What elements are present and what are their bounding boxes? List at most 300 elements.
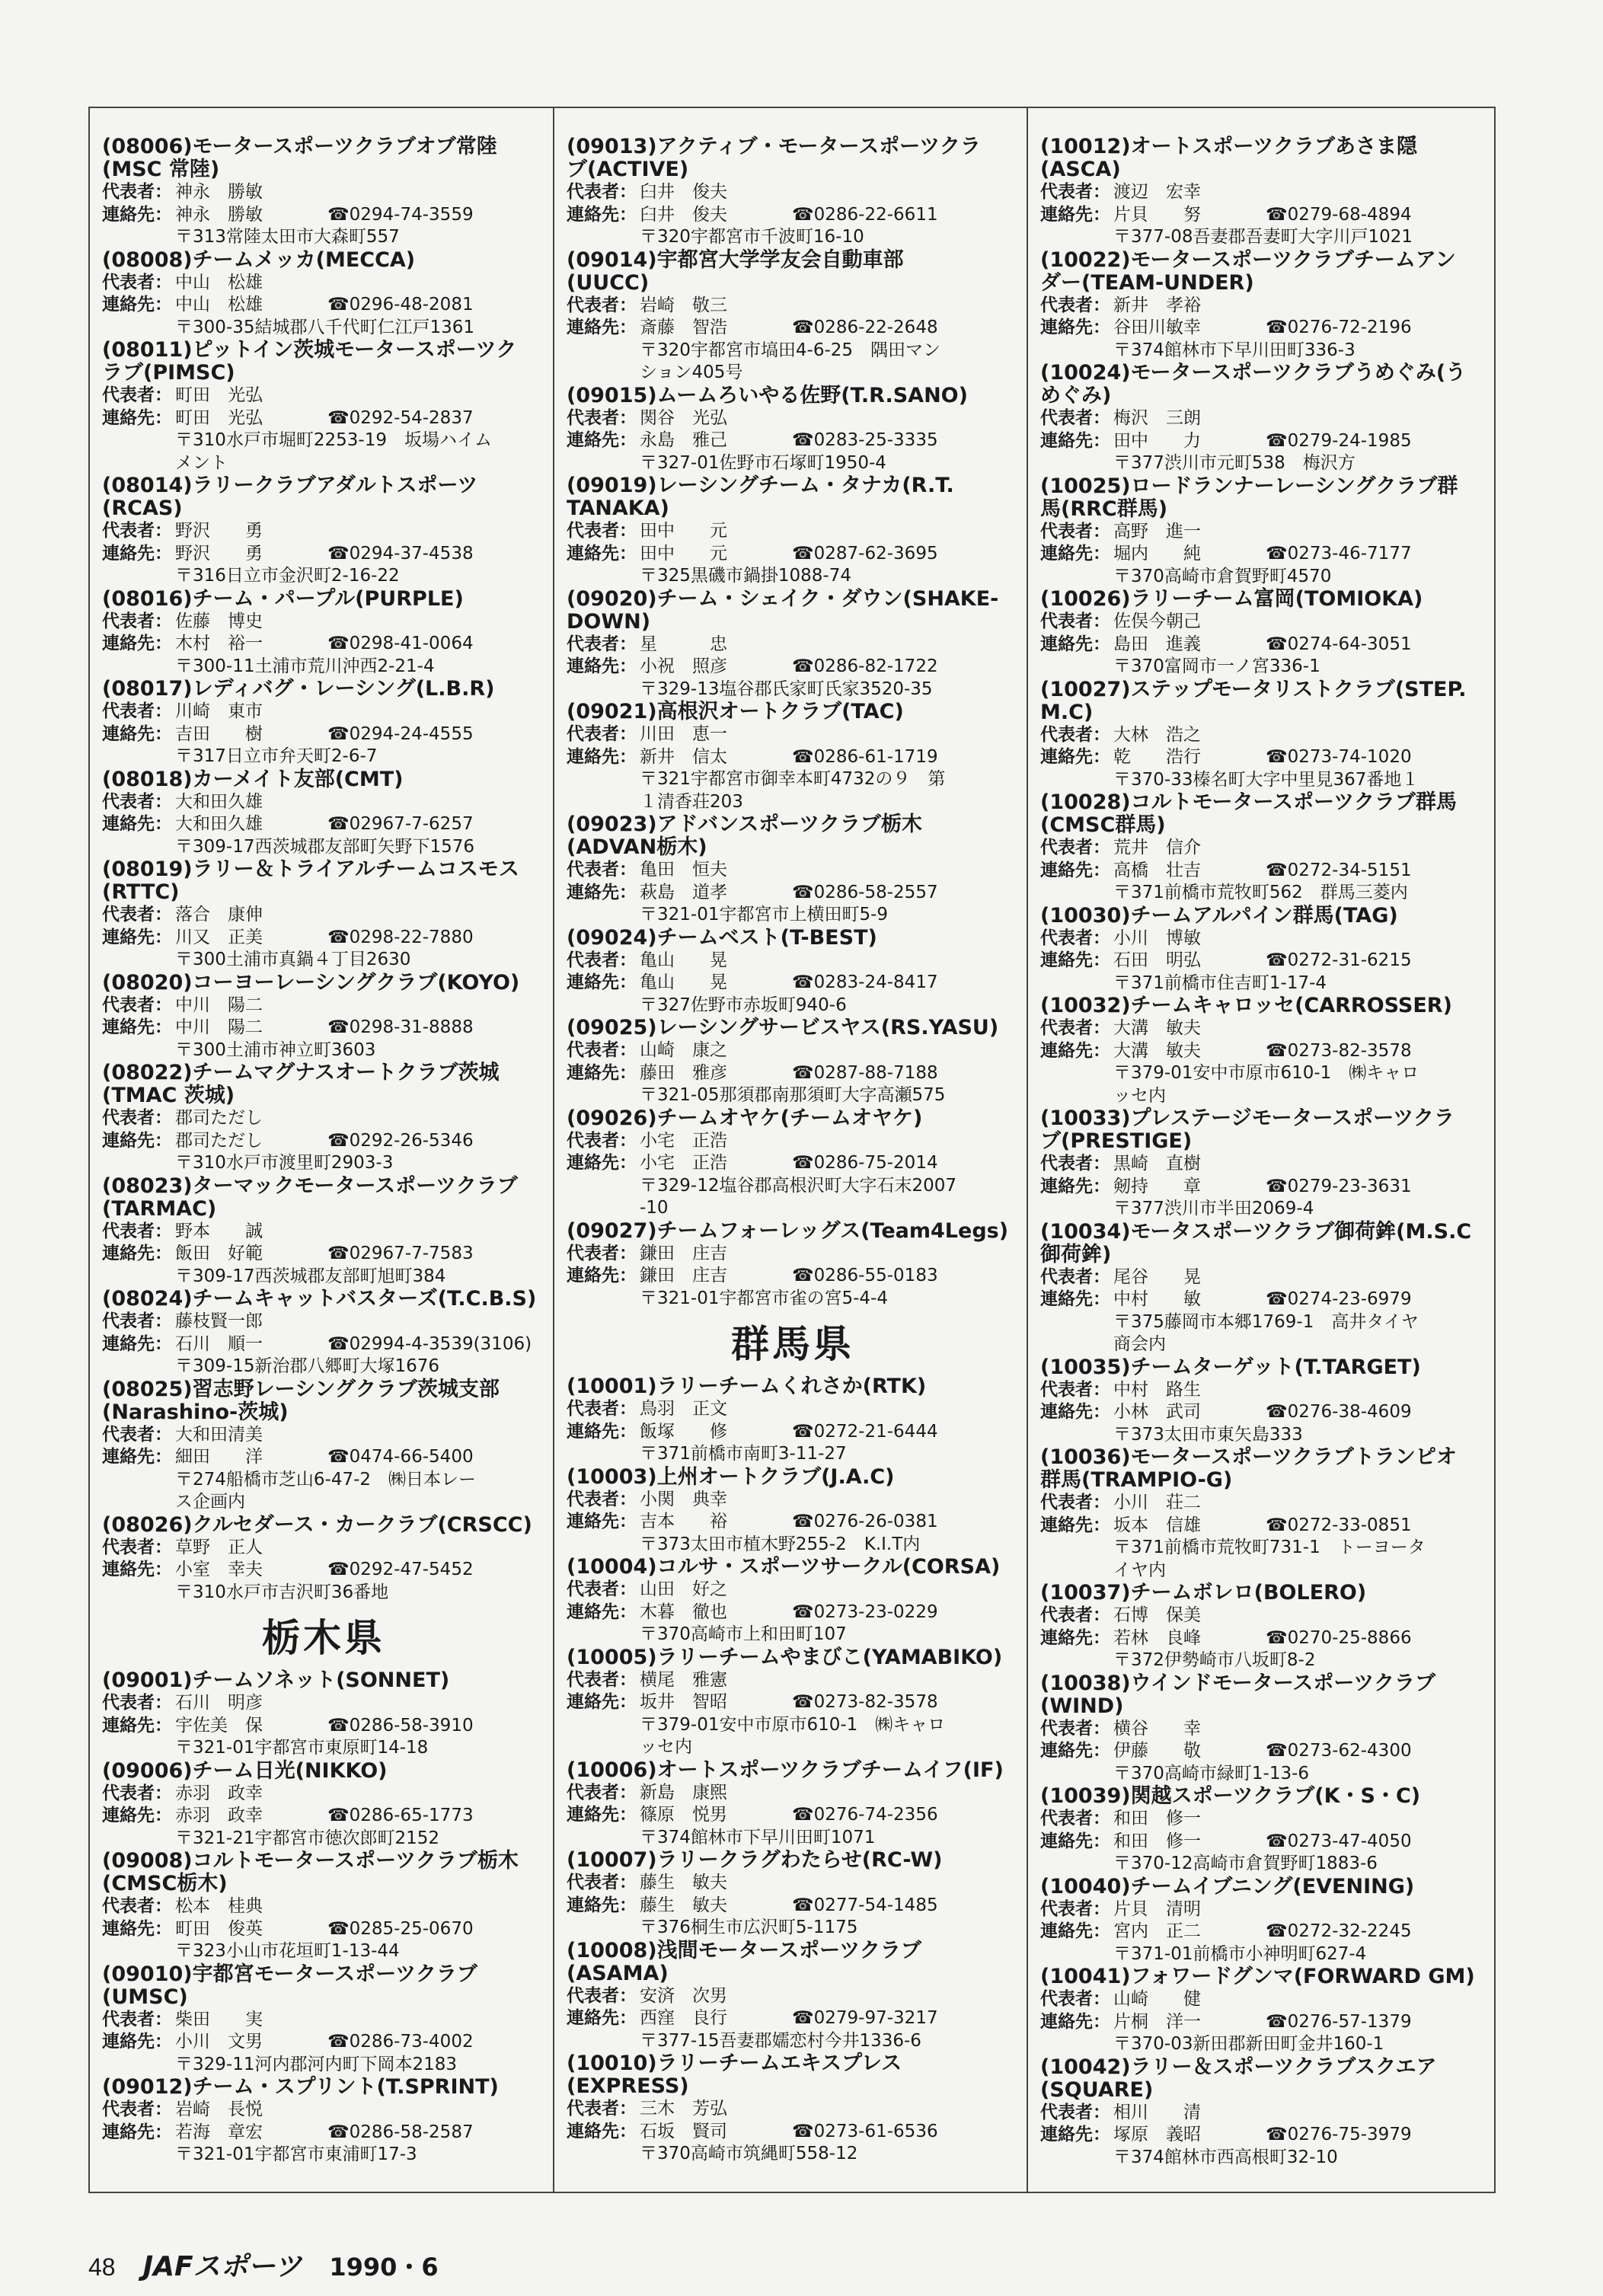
club-name: (10032)チームキャロッセ(CARROSSER) — [1040, 994, 1452, 1017]
contact-label: 連絡先： — [1040, 1741, 1110, 1761]
club-name: (09008)コルトモータースポーツクラブ栃木 — [102, 1849, 519, 1873]
contact-line — [102, 1130, 545, 1153]
representative-label: 代表者： — [1040, 182, 1110, 202]
phone-number: ☎0276-72-2196 — [1266, 318, 1412, 337]
club-name: (10006)オートスポーツクラブチームイフ(IF) — [567, 1758, 1004, 1782]
phone-number: ☎0279-97-3217 — [792, 2008, 938, 2028]
address: 〒370高崎市筑縄町558-12 — [640, 2144, 858, 2163]
club-name: (10036)モータースポーツクラブトランピオ — [1040, 1445, 1457, 1469]
contact-name: 小室 幸夫 — [175, 1560, 263, 1579]
representative-line — [102, 701, 545, 723]
representative-name: 神永 勝敏 — [175, 182, 263, 202]
contact-name: 大和田久雄 — [175, 814, 263, 834]
representative-label: 代表者： — [567, 1782, 637, 1803]
contact-name: 小宅 正浩 — [640, 1153, 727, 1173]
contact-line — [1040, 634, 1486, 656]
contact-label: 連絡先： — [567, 318, 637, 337]
club-entry — [567, 588, 1019, 701]
representative-line — [1040, 1492, 1486, 1515]
contact-line — [1040, 317, 1486, 340]
address: 〒320宇都宮市塙田4-6-25 隅田マン — [640, 340, 941, 360]
contact-line — [1040, 543, 1486, 566]
club-name: (SQUARE) — [1040, 2077, 1154, 2102]
contact-label: 連絡先： — [1040, 860, 1110, 880]
representative-line — [102, 520, 545, 543]
contact-label: 連絡先： — [1040, 1627, 1110, 1648]
address: 〒325黒磯市鍋掛1088-74 — [640, 566, 851, 586]
representative-label: 代表者： — [102, 1783, 172, 1803]
club-entry — [567, 249, 1019, 385]
contact-name: 赤羽 政幸 — [175, 1806, 263, 1825]
club-entry — [567, 927, 1019, 1017]
phone-number: ☎0272-34-5151 — [1266, 860, 1412, 880]
address: 〒371-01前橋市小神明町627-4 — [1113, 1943, 1367, 1964]
club-entry — [102, 339, 545, 474]
phone-number: ☎0294-37-4538 — [327, 543, 474, 564]
club-entry — [102, 474, 545, 588]
representative-name: 大林 浩之 — [1113, 724, 1201, 745]
contact-line — [1040, 1921, 1486, 1943]
representative-line — [102, 385, 545, 407]
address: 〒370高崎市緑町1-13-6 — [1113, 1763, 1310, 1783]
club-name: (08020)コーヨーレーシングクラブ(KOYO) — [102, 970, 520, 995]
representative-name: 藤生 敏夫 — [640, 1873, 727, 1892]
address: ス企画内 — [175, 1492, 245, 1512]
contact-line — [102, 723, 545, 746]
contact-line — [1040, 1176, 1486, 1199]
contact-label: 連絡先： — [1040, 2125, 1110, 2144]
club-name: (TARMAC) — [102, 1196, 217, 1221]
representative-line — [567, 2098, 1019, 2121]
representative-name: 山田 好之 — [640, 1579, 727, 1599]
column-1 — [90, 107, 553, 2193]
club-name: (10003)上州オートクラブ(J.A.C) — [567, 1464, 895, 1489]
contact-name: 若海 章宏 — [175, 2122, 263, 2142]
representative-line — [567, 181, 1019, 204]
contact-label: 連絡先： — [567, 204, 637, 225]
representative-label: 代表者： — [102, 1311, 172, 1331]
representative-line — [1040, 521, 1486, 544]
representative-name: 亀田 恒夫 — [640, 860, 727, 880]
club-name: (08014)ラリークラブアダルトスポーツ — [102, 474, 478, 497]
representative-line — [567, 1489, 1019, 1512]
representative-label: 代表者： — [102, 1424, 172, 1445]
representative-line — [102, 611, 545, 634]
contact-label: 連絡先： — [567, 1421, 637, 1442]
club-name: ラブ(PIMSC) — [102, 361, 235, 385]
representative-name: 横尾 雅憲 — [640, 1669, 727, 1690]
club-entry — [102, 1963, 545, 2077]
club-name: (TMAC 茨城) — [102, 1084, 235, 1107]
representative-line — [1040, 1605, 1486, 1627]
representative-line — [567, 1579, 1019, 1601]
contact-name: 藤田 雅彦 — [640, 1062, 727, 1083]
club-name: (10041)フォワードグンマ(FORWARD GM) — [1040, 1965, 1475, 1988]
club-name: (UUCC) — [567, 270, 650, 295]
contact-name: 大溝 敏夫 — [1113, 1040, 1201, 1061]
club-entry — [1040, 588, 1486, 679]
representative-label: 代表者： — [1040, 1266, 1110, 1287]
representative-name: 中村 路生 — [1113, 1379, 1201, 1400]
representative-label: 代表者： — [567, 1985, 637, 2006]
club-name: めぐみ) — [1040, 384, 1112, 407]
prefecture-heading: 栃木県 — [262, 1616, 385, 1660]
phone-number: ☎0272-33-0851 — [1266, 1515, 1412, 1535]
phone-number: ☎0272-21-6444 — [792, 1421, 938, 1442]
contact-line — [1040, 1401, 1486, 1424]
club-entry — [102, 858, 545, 972]
representative-label: 代表者： — [102, 2100, 172, 2119]
representative-line — [567, 1039, 1019, 1062]
club-entry — [567, 1375, 1019, 1466]
contact-name: 宮内 正二 — [1113, 1921, 1201, 1941]
club-name: (RTTC) — [102, 880, 180, 904]
contact-label: 連絡先： — [102, 1017, 172, 1037]
contact-line — [1040, 1515, 1486, 1538]
contact-line — [567, 204, 1019, 227]
club-entry — [102, 1378, 545, 1514]
contact-line — [102, 294, 545, 317]
club-entry — [567, 1759, 1019, 1850]
representative-line — [102, 1221, 545, 1244]
representative-label: 代表者： — [1040, 838, 1110, 857]
representative-line — [102, 791, 545, 814]
club-entry — [1040, 1107, 1486, 1221]
representative-label: 代表者： — [102, 791, 172, 812]
club-name: (08019)ラリー＆トライアルチームコスモス — [102, 857, 519, 881]
phone-number: ☎0273-74-1020 — [1266, 747, 1412, 767]
address: 〒371前橋市南町3-11-27 — [640, 1444, 847, 1464]
phone-number: ☎0298-22-7880 — [327, 927, 474, 947]
club-name: (10034)モータスポーツクラブ御荷鉾(M.S.C — [1040, 1219, 1472, 1244]
representative-label: 代表者： — [567, 1489, 637, 1509]
representative-line — [1040, 724, 1486, 747]
club-name: (10012)オートスポーツクラブあさま隠 — [1040, 135, 1417, 158]
representative-line — [567, 1872, 1019, 1895]
contact-name: 宇佐美 保 — [175, 1715, 263, 1736]
contact-label: 連絡先： — [1040, 318, 1110, 337]
club-entry — [1040, 1672, 1486, 1786]
club-name: (WIND) — [1040, 1694, 1124, 1718]
representative-label: 代表者： — [567, 407, 637, 428]
contact-name: 郡司ただし — [175, 1130, 263, 1151]
club-entry — [102, 1175, 545, 1289]
contact-line — [1040, 430, 1486, 453]
representative-name: 中山 松雄 — [175, 272, 263, 292]
representative-name: 渡辺 宏幸 — [1113, 182, 1201, 202]
club-entry — [567, 1940, 1019, 2053]
representative-label: 代表者： — [102, 995, 172, 1015]
representative-name: 佐藤 博史 — [175, 611, 263, 631]
representative-line — [102, 1424, 545, 1447]
club-name: (Narashino-茨城) — [102, 1400, 289, 1424]
representative-name: 関谷 光弘 — [640, 407, 727, 428]
address: 〒379-01安中市原市610-1 ㈱キャロ — [1113, 1063, 1419, 1083]
address: 〒377-15吾妻郡嬬恋村今井1336-6 — [640, 2030, 921, 2051]
club-entry — [567, 1556, 1019, 1646]
contact-line — [567, 1421, 1019, 1444]
club-name: TANAKA) — [567, 497, 669, 520]
club-entry — [102, 249, 545, 340]
representative-name: 三木 芳弘 — [640, 2099, 727, 2119]
representative-label: 代表者： — [1040, 2102, 1110, 2122]
contact-label: 連絡先： — [567, 1153, 637, 1173]
representative-line — [1040, 1017, 1486, 1040]
address: 〒321-01宇都宮市上横田町5-9 — [640, 905, 889, 924]
representative-name: 星 忠 — [640, 634, 727, 654]
phone-number: ☎0273-82-3578 — [1266, 1040, 1412, 1061]
contact-line — [102, 633, 545, 656]
representative-name: 川田 恵一 — [640, 724, 727, 744]
representative-name: 赤羽 政幸 — [175, 1783, 263, 1803]
representative-name: 横谷 幸 — [1113, 1718, 1201, 1739]
address: 〒321-05那須郡南那須町大字高瀬575 — [640, 1085, 946, 1105]
phone-number: ☎0272-32-2245 — [1266, 1921, 1412, 1941]
club-entry — [1040, 995, 1486, 1107]
contact-line — [102, 1805, 545, 1828]
contact-name: 臼井 俊夫 — [640, 204, 727, 225]
representative-name: 片貝 清明 — [1113, 1898, 1201, 1919]
phone-number: ☎0273-47-4050 — [1266, 1831, 1412, 1851]
contact-name: 永島 雅己 — [640, 430, 727, 450]
contact-name: 和田 修一 — [1113, 1831, 1201, 1851]
representative-label: 代表者： — [102, 905, 172, 924]
club-name: (08017)レディバグ・レーシング(L.B.R) — [102, 677, 495, 701]
contact-label: 連絡先： — [567, 656, 637, 676]
contact-name: 若林 良峰 — [1113, 1627, 1201, 1648]
contact-line — [102, 1017, 545, 1039]
club-name: (09023)アドバンスポーツクラブ栃木 — [567, 813, 922, 836]
representative-label: 代表者： — [1040, 1379, 1110, 1400]
representative-label: 代表者： — [567, 1579, 637, 1599]
representative-label: 代表者： — [567, 1243, 637, 1263]
representative-label: 代表者： — [102, 182, 172, 202]
contact-name: 田中 元 — [640, 543, 727, 564]
contact-label: 連絡先： — [567, 1062, 637, 1083]
contact-label: 連絡先： — [567, 746, 637, 767]
address: 〒329-12塩谷郡高根沢町大字石末2007 — [640, 1175, 956, 1196]
address: 商会内 — [1113, 1334, 1166, 1354]
phone-number: ☎0286-73-4002 — [327, 2032, 474, 2052]
address: 〒309-15新治郡八郷町大塚1676 — [175, 1356, 439, 1376]
contact-label: 連絡先： — [567, 972, 637, 992]
club-name: (10022)モータースポーツクラブチームアン — [1040, 247, 1456, 272]
club-entry — [102, 1288, 545, 1378]
contact-label: 連絡先： — [567, 1895, 637, 1915]
club-name: (09006)チーム日光(NIKKO) — [102, 1758, 388, 1783]
phone-number: ☎0286-58-3910 — [327, 1715, 474, 1736]
contact-line — [567, 746, 1019, 769]
address: １清香荘203 — [640, 791, 743, 812]
contact-line — [102, 1333, 545, 1356]
club-name: ブ(PRESTIGE) — [1040, 1129, 1193, 1153]
contact-name: 中山 松雄 — [175, 295, 263, 315]
contact-line — [102, 1243, 545, 1266]
club-entry — [102, 768, 545, 859]
representative-label: 代表者： — [102, 521, 172, 541]
representative-name: 田中 元 — [640, 521, 727, 541]
contact-name: 中村 敏 — [1113, 1289, 1201, 1309]
phone-number: ☎0277-54-1485 — [792, 1895, 938, 1915]
contact-name: 萩島 道孝 — [640, 882, 727, 902]
representative-line — [1040, 181, 1486, 204]
phone-number: ☎0285-25-0670 — [327, 1918, 474, 1939]
address: 〒320宇都宮市千波町16-10 — [640, 227, 864, 247]
representative-label: 代表者： — [102, 701, 172, 721]
contact-label: 連絡先： — [1040, 204, 1110, 225]
representative-name: 山崎 康之 — [640, 1040, 727, 1060]
address: 〒321-01宇都宮市雀の宮5-4-4 — [640, 1288, 888, 1308]
address: 〒371前橋市住吉町1-17-4 — [1113, 972, 1327, 993]
representative-line — [567, 634, 1019, 656]
contact-label: 連絡先： — [102, 407, 172, 428]
contact-label: 連絡先： — [1040, 1040, 1110, 1061]
contact-name: 剱持 章 — [1113, 1176, 1201, 1196]
address: 〒300-35結城郡八千代町仁江戸1361 — [175, 317, 474, 337]
contact-label: 連絡先： — [1040, 634, 1110, 654]
contact-label: 連絡先： — [567, 1692, 637, 1712]
address: 〒274船橋市芝山6-47-2 ㈱日本レー — [175, 1469, 477, 1490]
representative-name: 鎌田 庄吉 — [640, 1243, 727, 1263]
address: 〒313常陸太田市大森町557 — [175, 227, 400, 247]
club-name: (08022)チームマグナスオートクラブ茨城 — [102, 1061, 500, 1084]
club-entry — [102, 1850, 545, 1963]
phone-number: ☎0474-66-5400 — [327, 1447, 474, 1467]
address: 〒370-33榛名町大字中里見367番地１ — [1113, 769, 1419, 790]
club-entry — [567, 385, 1019, 475]
contact-label: 連絡先： — [102, 1560, 172, 1579]
representative-line — [1040, 1379, 1486, 1402]
club-entry — [1040, 1785, 1486, 1876]
phone-number: ☎0276-57-1379 — [1266, 2011, 1412, 2032]
representative-name: 梅沢 三朗 — [1113, 408, 1201, 428]
club-entry — [1040, 1356, 1486, 1447]
club-name: (08026)クルセダース・カークラブ(CRSCC) — [102, 1512, 532, 1537]
phone-number: ☎0279-23-3631 — [1266, 1176, 1412, 1196]
representative-name: 安済 次男 — [640, 1985, 727, 2006]
representative-line — [1040, 2102, 1486, 2125]
address: 〒321-01宇都宮市東原町14-18 — [175, 1738, 429, 1758]
contact-name: 吉本 裕 — [640, 1512, 727, 1531]
contact-name: 小祝 照彦 — [640, 656, 727, 676]
contact-name: 坂本 信雄 — [1113, 1515, 1201, 1535]
address: 〒300土浦市真鍋４丁目2630 — [175, 950, 411, 969]
representative-label: 代表者： — [102, 2009, 172, 2029]
club-entry — [567, 1466, 1019, 1557]
representative-name: 新井 孝裕 — [1113, 295, 1201, 315]
address: 〒377渋川市半田2069-4 — [1113, 1199, 1314, 1218]
contact-line — [102, 1715, 545, 1738]
contact-line — [567, 1804, 1019, 1827]
club-name: (EXPRESS) — [567, 2074, 689, 2098]
contact-label: 連絡先： — [1040, 1402, 1110, 1422]
contact-line — [102, 407, 545, 430]
address: 〒300土浦市神立町3603 — [175, 1039, 376, 1060]
contact-line — [567, 1152, 1019, 1175]
contact-label: 連絡先： — [567, 1512, 637, 1531]
representative-line — [567, 1782, 1019, 1805]
phone-number: ☎0283-25-3335 — [792, 430, 938, 450]
representative-line — [567, 723, 1019, 746]
address: 〒317日立市弁天町2-6-7 — [175, 746, 378, 766]
representative-name: 町田 光弘 — [175, 385, 263, 405]
address: 〒300-11土浦市荒川沖西2-21-4 — [175, 656, 435, 676]
contact-name: 新井 信太 — [640, 746, 727, 767]
club-name: DOWN) — [567, 609, 651, 634]
contact-name: 石川 順一 — [175, 1333, 263, 1354]
contact-name: 坂井 智昭 — [640, 1692, 727, 1712]
club-name: (09025)レーシングサービスヤス(RS.YASU) — [567, 1016, 999, 1039]
contact-name: 野沢 勇 — [175, 543, 263, 564]
representative-name: 岩崎 敬三 — [640, 295, 727, 315]
representative-label: 代表者： — [567, 295, 637, 315]
representative-line — [102, 995, 545, 1017]
phone-number: ☎0274-64-3051 — [1266, 634, 1412, 654]
representative-name: 和田 修一 — [1113, 1809, 1201, 1828]
representative-line — [1040, 1718, 1486, 1741]
representative-label: 代表者： — [567, 1399, 637, 1419]
representative-label: 代表者： — [1040, 1989, 1110, 2009]
club-name: (08024)チームキャットバスターズ(T.C.B.S) — [102, 1287, 537, 1311]
contact-label: 連絡先： — [1040, 1515, 1110, 1535]
representative-name: 草野 正人 — [175, 1537, 263, 1557]
contact-name: 篠原 悦男 — [640, 1805, 727, 1825]
club-name: (UMSC) — [102, 1985, 188, 2009]
contact-label: 連絡先： — [567, 2121, 637, 2141]
representative-line — [102, 1537, 545, 1560]
representative-line — [102, 1783, 545, 1806]
contact-line — [567, 1511, 1019, 1534]
phone-number: ☎0294-24-4555 — [327, 723, 474, 744]
club-name: (08008)チームメッカ(MECCA) — [102, 247, 416, 272]
club-entry — [567, 1849, 1019, 1940]
contact-label: 連絡先： — [567, 2008, 637, 2028]
club-name: (10008)浅間モータースポーツクラブ — [567, 1938, 921, 1962]
contact-line — [102, 1918, 545, 1941]
club-entry — [102, 1514, 545, 1605]
club-name: (10040)チームイブニング(EVENING) — [1040, 1874, 1415, 1898]
club-name: (09020)チーム・シェイク・ダウン(SHAKE- — [567, 586, 999, 611]
address: 〒327佐野市赤坂町940-6 — [640, 995, 847, 1015]
representative-name: 藤枝賢一郎 — [175, 1311, 263, 1331]
representative-name: 中川 陽二 — [175, 995, 263, 1015]
club-name: (10037)チームボレロ(BOLERO) — [1040, 1581, 1367, 1605]
representative-name: 小川 荘二 — [1113, 1493, 1201, 1512]
contact-line — [567, 1895, 1019, 1918]
club-entry — [567, 1017, 1019, 1107]
representative-name: 大溝 敏夫 — [1113, 1018, 1201, 1038]
contact-line — [567, 882, 1019, 905]
representative-line — [1040, 1266, 1486, 1289]
representative-label: 代表者： — [567, 1040, 637, 1060]
representative-label: 代表者： — [102, 1221, 172, 1241]
phone-number: ☎0273-61-6536 — [792, 2121, 938, 2141]
representative-name: 野本 誠 — [175, 1221, 263, 1241]
address: ッセ内 — [1113, 1085, 1166, 1106]
representative-name: 佐俣今朝己 — [1113, 612, 1201, 631]
representative-label: 代表者： — [567, 860, 637, 880]
representative-name: 落合 康伸 — [175, 905, 263, 924]
contact-label: 連絡先： — [567, 1805, 637, 1825]
representative-line — [567, 407, 1019, 430]
contact-label: 連絡先： — [102, 1244, 172, 1263]
representative-name: 大和田清美 — [175, 1424, 263, 1445]
representative-label: 代表者： — [1040, 724, 1110, 745]
representative-label: 代表者： — [1040, 1018, 1110, 1038]
club-name: (09013)アクティブ・モータースポーツクラ — [567, 135, 981, 158]
contact-name: 高橋 壮吉 — [1113, 860, 1201, 880]
contact-name: 町田 光弘 — [175, 407, 263, 428]
